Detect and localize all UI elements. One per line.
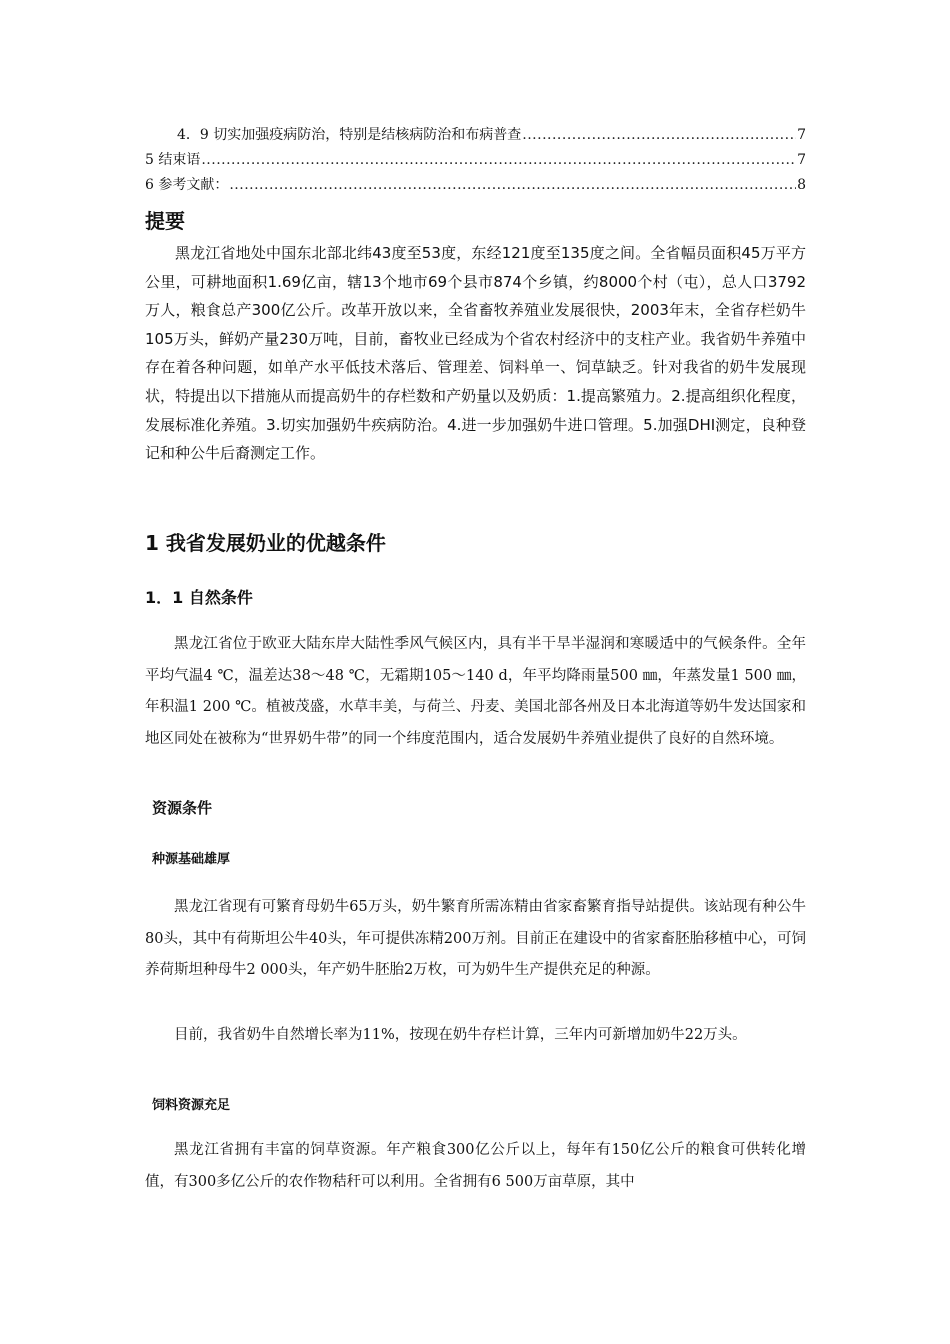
toc-entry[interactable] <box>145 150 806 175</box>
toc-entry-page: 7 <box>797 127 806 143</box>
toc-leader-dots <box>522 125 796 145</box>
item-heading: 种源基础雄厚 <box>152 852 231 867</box>
table-of-contents <box>145 125 806 200</box>
subsection-heading: 1．1 自然条件 <box>145 588 253 607</box>
item-heading: 饲料资源充足 <box>152 1098 231 1113</box>
abstract-body: 黑龙江省地处中国东北部北纬43度至53度，东经121度至135度之间。全省幅员面积45万平方公里，可耕地面积1.69亿亩，辖13个地市69个县市874个乡镇，约8000个村（屯），总人口3792万人，粮食总产300亿公斤。改革开放以来，全省畜牧养殖业发展很快，2003年末，全省存栏奶牛105万头，鲜奶产量230万吨，目前，畜牧业已经成为个省农村经济中的支柱产业。我省奶牛养殖中存在着各种问题，如单产水平低技术落后、管理差、饲料单一、饲草缺乏。针对我省的奶牛发展现状，特提出以下措施从而提高奶牛的存栏数和产奶量以及奶质：1.提高繁殖力。2.提高组织化程度，发展标准化养殖。3.切实加强奶牛疾病防治。4.进一步加强奶牛进口管理。5.加强DHI测定，良种登记和种公牛后裔测定工作。 <box>145 244 806 463</box>
breeding-source-paragraph: 黑龙江省现有可繁育母奶牛65万头，奶牛繁育所需冻精由省家畜繁育指导站提供。该站现有种公牛80头，其中有荷斯坦公牛40头，年可提供冻精200万剂。目前正在建设中的省家畜胚胎移植中心，可饲养荷斯坦种母牛2 000头，年产奶牛胚胎2万枚，可为奶牛生产提供充足的种源。 <box>145 899 806 978</box>
toc-entry[interactable] <box>145 175 806 200</box>
toc-leader-dots <box>229 175 796 195</box>
toc-entry-label: 6 参考文献： <box>145 177 229 193</box>
toc-entry-label: 5 结束语 <box>145 152 201 168</box>
abstract-heading: 提要 <box>145 209 185 233</box>
growth-rate-paragraph: 目前，我省奶牛自然增长率为11%，按现在奶牛存栏计算，三年内可新增加奶牛22万头。 <box>174 1027 747 1043</box>
toc-entry[interactable] <box>145 125 806 150</box>
toc-leader-dots <box>201 150 796 170</box>
subsection-heading: 资源条件 <box>152 799 213 817</box>
toc-entry-page: 7 <box>797 152 806 168</box>
feed-resources-paragraph: 黑龙江省拥有丰富的饲草资源。年产粮食300亿公斤以上，每年有150亿公斤的粮食可供转化增值，有300多亿公斤的农作物秸秆可以利用。全省拥有6 500万亩草原，其中 <box>145 1142 806 1190</box>
toc-entry-label: 4．9 切实加强疫病防治，特别是结核病防治和布病普查 <box>177 127 522 143</box>
section-heading: 1 我省发展奶业的优越条件 <box>145 531 386 555</box>
natural-conditions-paragraph: 黑龙江省位于欧亚大陆东岸大陆性季风气候区内，具有半干旱半湿润和寒暖适中的气候条件。全年平均气温4 ℃，温差达38～48 ℃，无霜期105～140 d，年平均降雨量500 ㎜，年蒸发量1 500 ㎜，年积温1 200 ℃。植被茂盛，水草丰美，与荷兰、丹麦、美国北部各州及日本北海道等奶牛发达国家和地区同处在被称为“世界奶牛带”的同一个纬度范围内，适合发展奶牛养殖业提供了良好的自然环境。 <box>145 636 806 747</box>
toc-entry-page: 8 <box>797 177 806 193</box>
